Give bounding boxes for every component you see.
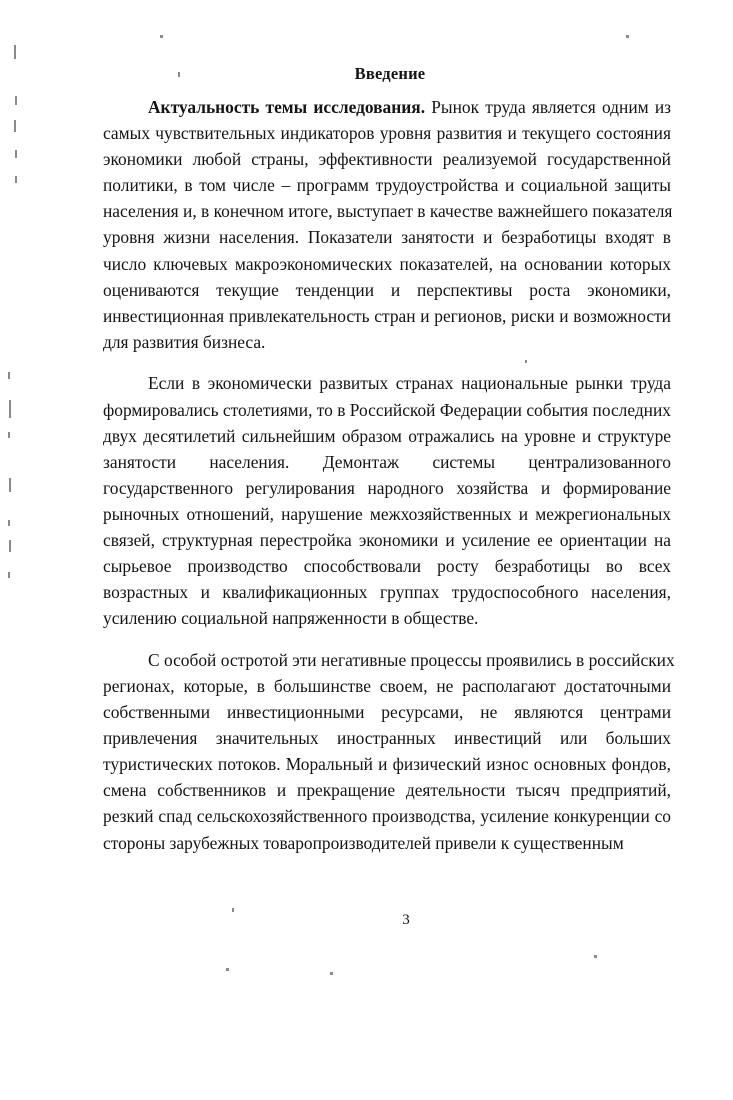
text-line <box>103 120 671 146</box>
line-text: туристических потоков. Моральный и физический износ основных фондов, <box>103 754 671 775</box>
scan-mark <box>15 150 17 158</box>
text-line <box>103 553 671 579</box>
text-line <box>103 673 671 699</box>
scan-mark <box>14 45 16 59</box>
text-line <box>103 579 671 605</box>
text-line <box>103 647 675 673</box>
text-line <box>103 224 671 250</box>
line-text: резкий спад сельскохозяйственного производства, усиление конкуренции со <box>103 806 671 827</box>
scan-mark <box>15 96 17 105</box>
text-line <box>103 303 671 329</box>
line-text: инвестиционная привлекательность стран и регионов, риски и возможности <box>103 305 671 326</box>
line-text: сырьевое производство способствовали росту безработицы во всех <box>103 556 671 577</box>
line-text: государственного регулирования народного хозяйства и формирование <box>103 477 671 498</box>
text-line <box>103 423 671 449</box>
scan-mark <box>9 540 11 552</box>
text-line <box>103 725 671 751</box>
line-text: для развития бизнеса. <box>103 331 266 352</box>
scan-mark <box>15 176 17 183</box>
scan-mark <box>525 360 527 363</box>
text-line <box>103 397 671 423</box>
text-line <box>103 475 671 501</box>
scan-mark <box>9 400 11 418</box>
line-text: привлечения значительных иностранных инвестиций или больших <box>103 728 671 749</box>
line-text: Если в экономически развитых странах национальные рынки труда <box>148 373 671 394</box>
text-line <box>103 172 671 198</box>
page-number: 3 <box>402 912 410 928</box>
line-text: оцениваются текущие тенденции и перспективы роста экономики, <box>103 279 671 300</box>
text-line <box>103 94 671 120</box>
scan-mark <box>226 968 229 971</box>
line-text: рыночных отношений, нарушение межхозяйственных и межрегиональных <box>103 503 671 524</box>
text-line <box>103 449 671 475</box>
line-text: регионах, которые, в большинстве своем, не располагают достаточными <box>103 675 671 696</box>
scan-mark <box>8 372 10 379</box>
scan-mark <box>626 35 629 38</box>
scan-mark <box>14 120 16 132</box>
text-line <box>103 277 671 303</box>
line-text: занятости населения. Демонтаж системы централизованного <box>103 451 671 472</box>
line-text: возрастных и квалификационных группах трудоспособного населения, <box>103 582 671 603</box>
line-text: смена собственников и прекращение деятельности тысяч предприятий, <box>103 780 671 801</box>
scan-mark <box>232 908 234 912</box>
paragraph <box>103 370 671 631</box>
text-line <box>103 251 671 277</box>
text-line <box>103 329 671 355</box>
scan-mark <box>178 72 180 77</box>
text-line <box>103 605 671 631</box>
paragraph <box>103 647 675 856</box>
line-text: число ключевых макроэкономических показателей, на основании которых <box>103 253 671 274</box>
text-line <box>103 198 671 224</box>
paragraph <box>103 94 671 355</box>
line-text: политики, в том числе – программ трудоустройства и социальной защиты <box>103 175 671 196</box>
line-text: Рынок труда является одним из <box>425 97 671 117</box>
text-line <box>103 751 671 777</box>
scan-mark <box>8 520 10 526</box>
line-text: уровня жизни населения. Показатели занятости и безработицы входят в <box>103 227 671 248</box>
scan-mark <box>330 972 333 975</box>
text-line <box>103 146 671 172</box>
text-line <box>103 777 671 803</box>
scan-mark <box>8 432 10 438</box>
line-text: С особой остротой эти негативные процессы проявились в российских <box>148 649 675 670</box>
text-line <box>103 501 671 527</box>
text-line <box>103 803 671 829</box>
line-text: усилению социальной напряженности в обществе. <box>103 608 479 629</box>
line-text: самых чувствительных индикаторов уровня развития и текущего состояния <box>103 123 671 144</box>
scan-mark <box>9 478 11 492</box>
line-text: собственными инвестиционными ресурсами, не являются центрами <box>103 702 671 723</box>
text-line <box>103 370 671 396</box>
line-text: экономики любой страны, эффективности реализуемой государственной <box>103 149 671 170</box>
line-text: связей, структурная перестройка экономики и усиление ее ориентации на <box>103 530 671 550</box>
line-text: населения и, в конечном итоге, выступает в качестве важнейшего показателя <box>103 201 673 222</box>
page-heading: Введение <box>354 64 426 83</box>
text-line <box>103 527 671 553</box>
scan-mark <box>594 955 597 958</box>
line-text: двух десятилетий сильнейшим образом отражались на уровне и структуре <box>103 425 671 446</box>
scan-mark <box>160 35 163 38</box>
line-text: формировались столетиями, то в Российской Федерации события последних <box>103 399 671 420</box>
text-line <box>103 699 671 725</box>
scan-mark <box>8 572 10 578</box>
lead-phrase: Актуальность темы исследования. <box>148 97 426 117</box>
text-line <box>103 830 671 856</box>
line-text: стороны зарубежных товаропроизводителей привели к существенным <box>103 832 624 853</box>
body-text <box>103 94 675 871</box>
